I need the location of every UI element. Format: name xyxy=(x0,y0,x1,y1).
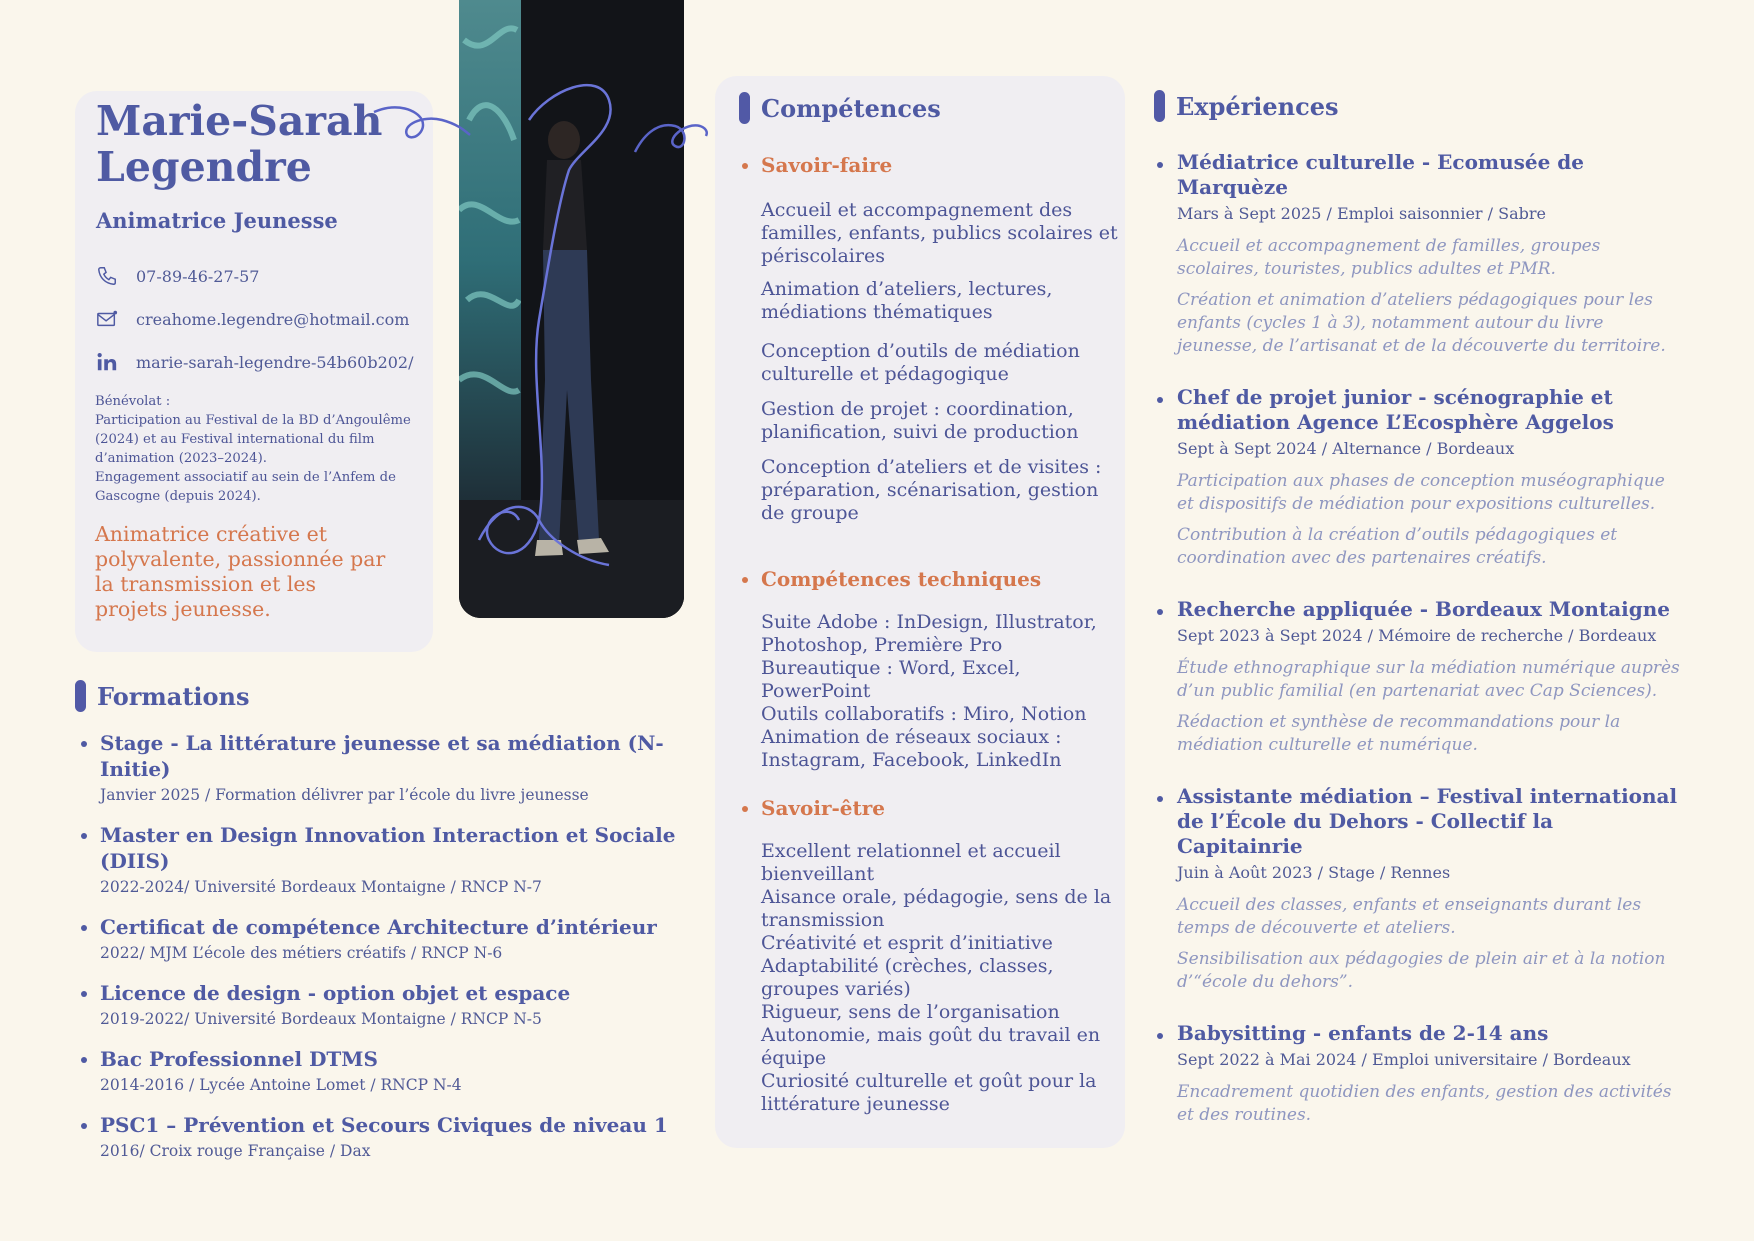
list-item: Animation d’ateliers, lectures, médiations thématiques xyxy=(761,278,1053,323)
list-item: Rigueur, sens de l’organisation xyxy=(761,1001,1060,1023)
experience-sub: Sept 2022 à Mai 2024 / Emploi universitaire / Bordeaux xyxy=(1177,1050,1631,1069)
experience-desc: Participation aux phases de conception muséographique et dispositifs de médiation pour expositions culturelles. xyxy=(1177,471,1665,514)
heading-bar xyxy=(75,680,86,712)
benevolat-line: Engagement associatif au sein de l’Anfem de Gascogne (depuis 2024). xyxy=(95,470,396,504)
formation-sub: Janvier 2025 / Formation délivrer par l’école du livre jeunesse xyxy=(100,786,589,804)
experience-title: Chef de projet junior - scénographie et médiation Agence L’Ecosphère Aggelos xyxy=(1177,385,1614,434)
photo-illustration xyxy=(459,0,684,618)
squiggle-right-decoration xyxy=(630,112,710,162)
experience-sub: Mars à Sept 2025 / Emploi saisonnier / Sabre xyxy=(1177,204,1546,223)
list-item: Curiosité culturelle et goût pour la littérature jeunesse xyxy=(761,1070,1097,1115)
formations-heading xyxy=(75,680,695,712)
savoir-faire-title: Savoir-faire xyxy=(740,153,1120,177)
list-item xyxy=(75,822,695,898)
formation-title: Licence de design - option objet et espace xyxy=(100,981,571,1005)
experience-sub: Sept 2023 à Sept 2024 / Mémoire de recherche / Bordeaux xyxy=(1177,626,1657,645)
experience-sub: Juin à Août 2023 / Stage / Rennes xyxy=(1177,863,1451,882)
list-item: Conception d’ateliers et de visites : préparation, scénarisation, gestion de groupe xyxy=(761,456,1102,524)
list-item: Conception d’outils de médiation culturelle et pédagogique xyxy=(761,340,1080,385)
experience-desc: Sensibilisation aux pédagogies de plein air et à la notion d’“école du dehors”. xyxy=(1177,949,1666,992)
formation-sub: 2016/ Croix rouge Française / Dax xyxy=(100,1142,371,1160)
list-item: Aisance orale, pédagogie, sens de la transmission xyxy=(761,886,1112,931)
formations-list xyxy=(75,730,695,1162)
savoir-faire-block xyxy=(740,153,1120,535)
list-item xyxy=(1154,597,1684,757)
formation-title: Stage - La littérature jeunesse et sa médiation (N-Initie) xyxy=(100,731,664,781)
savoir-etre-block xyxy=(740,796,1120,1116)
formations-section xyxy=(75,680,695,1178)
experience-desc: Contribution à la création d’outils pédagogiques et coordination avec des partenaires créatifs. xyxy=(1177,525,1618,568)
contact-linkedin[interactable] xyxy=(96,351,414,373)
email-text: creahome.legendre@hotmail.com xyxy=(136,309,410,329)
competences-heading-label: Compétences xyxy=(761,93,941,123)
phone-icon xyxy=(96,265,118,287)
profile-title: Animatrice Jeunesse xyxy=(96,208,338,233)
formation-title: Certificat de compétence Architecture d’intérieur xyxy=(100,915,657,939)
savoir-etre-title: Savoir-être xyxy=(740,796,1120,820)
benevolat-block xyxy=(95,392,420,506)
experiences-heading xyxy=(1154,90,1339,122)
formation-sub: 2019-2022/ Université Bordeaux Montaigne / RNCP N-5 xyxy=(100,1010,542,1028)
contact-phone[interactable] xyxy=(96,265,259,287)
experience-title: Médiatrice culturelle - Ecomusée de Marquèze xyxy=(1177,150,1584,199)
experience-title: Assistante médiation – Festival international de l’École du Dehors - Collectif la Capitainrie xyxy=(1177,784,1678,858)
savoir-faire-items xyxy=(761,199,1120,525)
list-item xyxy=(75,730,695,806)
list-item xyxy=(75,1112,695,1162)
list-item: Animation de réseaux sociaux : Instagram, Facebook, LinkedIn xyxy=(761,726,1062,771)
list-item xyxy=(1154,784,1684,994)
formation-sub: 2022/ MJM L’école des métiers créatifs / RNCP N-6 xyxy=(100,944,503,962)
list-item xyxy=(75,1046,695,1096)
profile-photo xyxy=(459,0,684,618)
experiences-list xyxy=(1154,150,1684,1127)
competences-heading xyxy=(739,92,941,124)
experience-sub: Sept à Sept 2024 / Alternance / Bordeaux xyxy=(1177,439,1515,458)
techniques-block xyxy=(740,567,1120,772)
profile-name: Marie-Sarah Legendre xyxy=(96,97,383,191)
experience-desc: Encadrement quotidien des enfants, gestion des activités et des routines. xyxy=(1177,1082,1672,1125)
experience-desc: Étude ethnographique sur la médiation numérique auprès d’un public familial (en partenariat avec Cap Sciences). xyxy=(1177,658,1680,701)
experience-desc: Création et animation d’ateliers pédagogiques pour les enfants (cycles 1 à 3), notamment autour du livre jeunesse, de l’artisanat et de la découverte du territoire. xyxy=(1177,290,1666,356)
savoir-etre-items xyxy=(761,840,1120,1116)
list-item: Gestion de projet : coordination, planification, suivi de production xyxy=(761,398,1079,443)
benevolat-label: Bénévolat : xyxy=(95,394,171,409)
mail-icon xyxy=(96,308,118,330)
formation-title: PSC1 – Prévention et Secours Civiques de niveau 1 xyxy=(100,1113,668,1137)
profile-tagline: Animatrice créative et polyvalente, passionnée par la transmission et les projets jeunesse. xyxy=(95,522,386,621)
experience-desc: Rédaction et synthèse de recommandations pour la médiation culturelle et numérique. xyxy=(1177,712,1621,755)
experience-desc: Accueil des classes, enfants et enseignants durant les temps de découverte et ateliers. xyxy=(1177,895,1642,938)
experience-title: Recherche appliquée - Bordeaux Montaigne xyxy=(1177,597,1670,621)
experience-desc: Accueil et accompagnement de familles, groupes scolaires, touristes, publics adultes et PMR. xyxy=(1177,236,1601,279)
experiences-heading-label: Expériences xyxy=(1176,91,1339,121)
list-item xyxy=(1154,385,1684,570)
list-item: Bureautique : Word, Excel, PowerPoint xyxy=(761,657,1021,702)
formation-sub: 2014-2016 / Lycée Antoine Lomet / RNCP N-4 xyxy=(100,1076,462,1094)
linkedin-text: marie-sarah-legendre-54b60b202/ xyxy=(136,352,414,372)
experience-title: Babysitting - enfants de 2-14 ans xyxy=(1177,1021,1549,1045)
contact-email[interactable] xyxy=(96,308,409,330)
formation-title: Master en Design Innovation Interaction et Sociale (DIIS) xyxy=(100,823,676,873)
list-item: Suite Adobe : InDesign, Illustrator, Photoshop, Première Pro xyxy=(761,611,1097,656)
techniques-title: Compétences techniques xyxy=(740,567,1120,591)
heading-bar xyxy=(1154,90,1165,122)
heading-bar xyxy=(739,92,750,124)
list-item: Outils collaboratifs : Miro, Notion xyxy=(761,703,1087,725)
list-item: Autonomie, mais goût du travail en équipe xyxy=(761,1024,1101,1069)
list-item: Excellent relationnel et accueil bienveillant xyxy=(761,840,1061,885)
techniques-items xyxy=(761,611,1120,772)
list-item: Créativité et esprit d’initiative xyxy=(761,932,1053,954)
list-item xyxy=(75,980,695,1030)
formation-sub: 2022-2024/ Université Bordeaux Montaigne / RNCP N-7 xyxy=(100,878,542,896)
phone-text: 07-89-46-27-57 xyxy=(136,266,260,286)
linkedin-icon xyxy=(96,351,118,373)
list-item xyxy=(1154,150,1684,358)
formations-heading-label: Formations xyxy=(97,681,250,711)
list-item xyxy=(75,914,695,964)
formation-title: Bac Professionnel DTMS xyxy=(100,1047,378,1071)
benevolat-line: Participation au Festival de la BD d’Angoulême (2024) et au Festival international du film d’animation (2023–2024). xyxy=(95,413,411,466)
list-item: Accueil et accompagnement des familles, enfants, publics scolaires et périscolaires xyxy=(761,199,1118,267)
list-item: Adaptabilité (crèches, classes, groupes variés) xyxy=(761,955,1054,1000)
squiggle-left-decoration xyxy=(372,100,472,150)
list-item xyxy=(1154,1021,1684,1127)
